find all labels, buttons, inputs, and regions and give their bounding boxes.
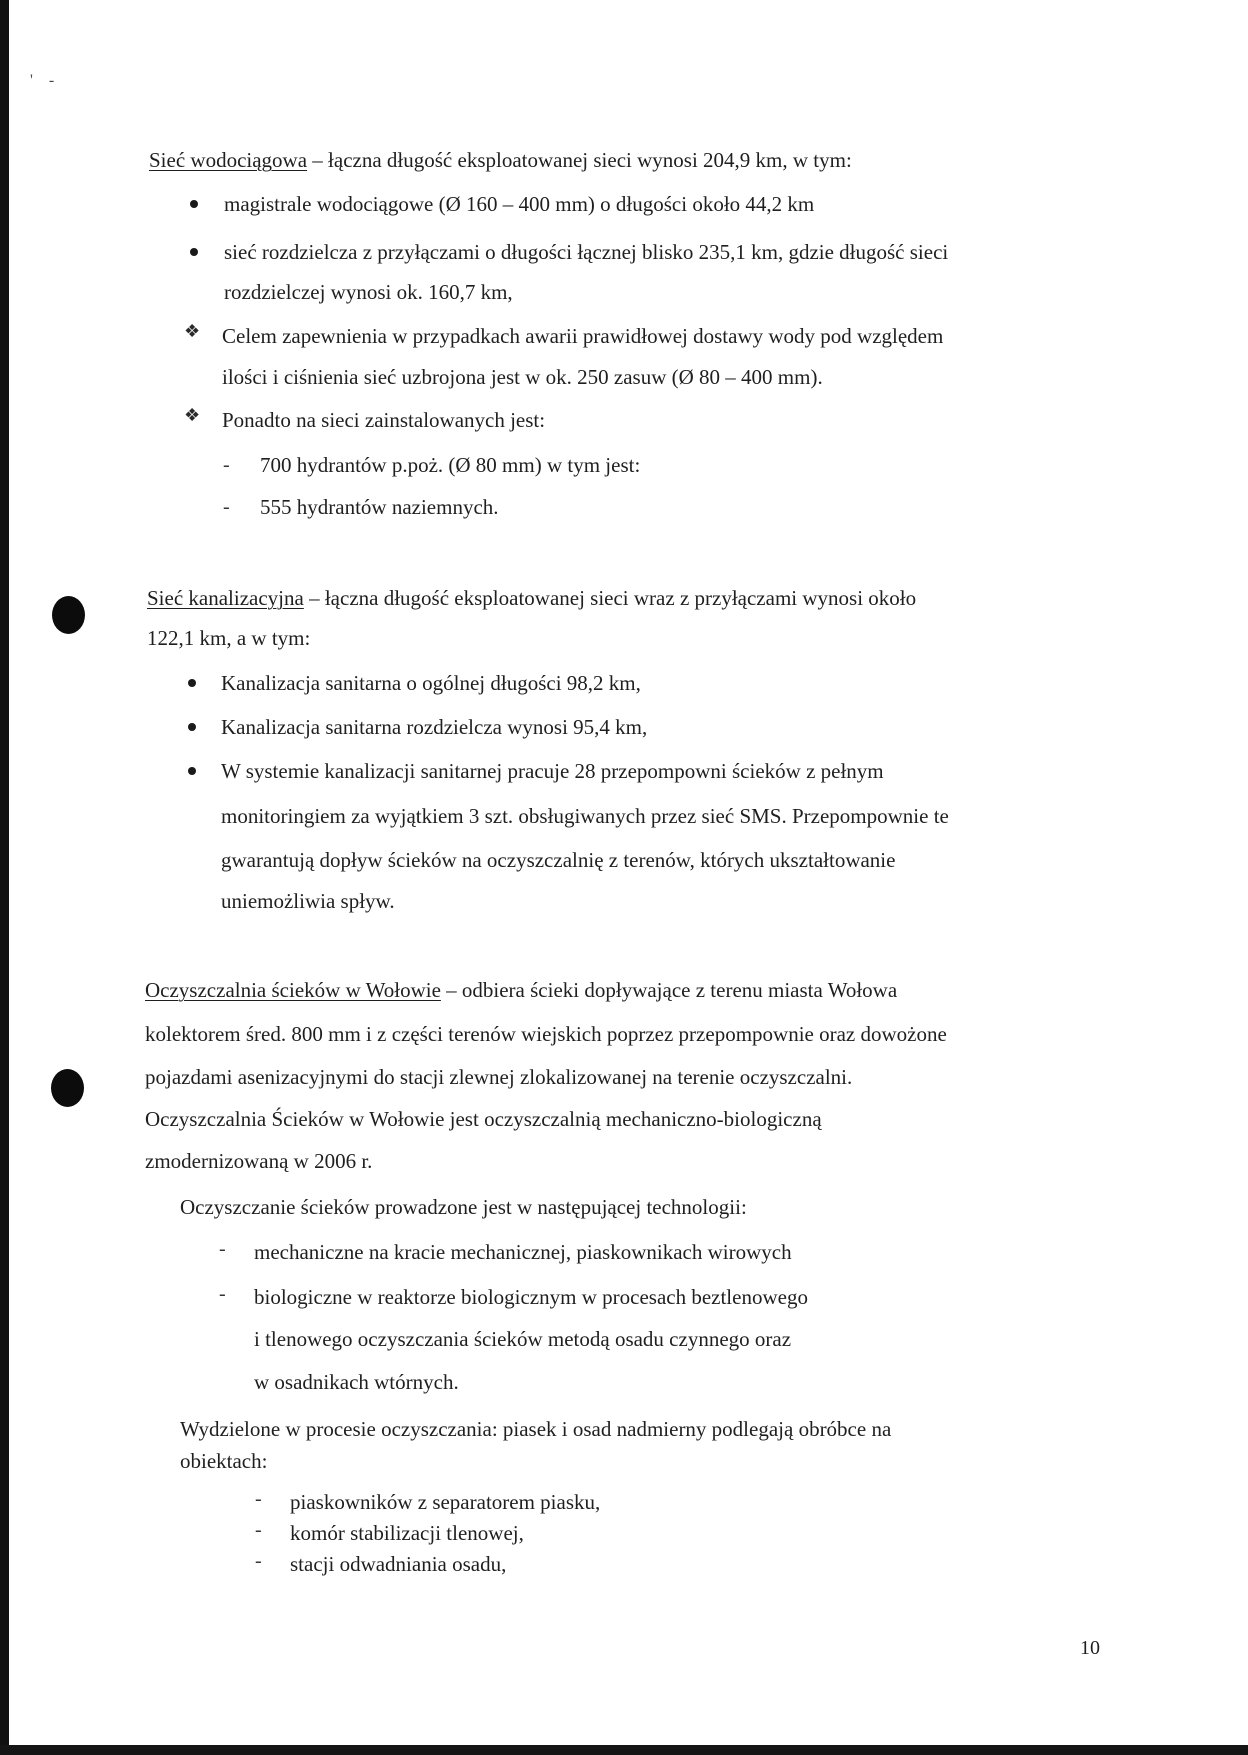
dash-marker: -	[219, 1238, 226, 1260]
sewer-bullet: W systemie kanalizacji sanitarnej pracuje 28 przepompowni ścieków z pełnym	[221, 759, 884, 783]
sewer-bullet-continuation: uniemożliwia spływ.	[221, 889, 395, 913]
plant-heading: Oczyszczalnia ścieków w Wołowie	[145, 978, 441, 1002]
diamond-bullet-icon: ❖	[184, 405, 201, 425]
waste-item: stacji odwadniania osadu,	[290, 1552, 507, 1576]
sewer-bullet-continuation: monitoringiem za wyjątkiem 3 szt. obsługiwanych przez sieć SMS. Przepompownie te	[221, 804, 949, 828]
plant-paragraph-line: kolektorem śred. 800 mm i z części terenów wiejskich poprzez przepompownie oraz dowożone	[145, 1022, 947, 1046]
bullet-dot	[188, 723, 196, 731]
plant-paragraph-line: zmodernizowaną w 2006 r.	[145, 1149, 373, 1173]
waste-intro-continuation: obiektach:	[180, 1449, 268, 1473]
dash-marker: -	[219, 1283, 226, 1305]
sewer-bullet: Kanalizacja sanitarna o ogólnej długości 98,2 km,	[221, 671, 641, 695]
page-number: 10	[1080, 1637, 1100, 1659]
water-bullet: sieć rozdzielcza z przyłączami o długości łącznej blisko 235,1 km, gdzie długość sieci	[224, 240, 949, 264]
punch-hole	[51, 1069, 84, 1107]
sewer-heading-line	[147, 588, 916, 609]
tech-item-continuation: w osadnikach wtórnych.	[254, 1370, 459, 1394]
sewer-bullet-continuation: gwarantują dopływ ścieków na oczyszczalnię z terenów, których ukształtowanie	[221, 848, 896, 872]
tech-item: mechaniczne na kracie mechanicznej, piaskownikach wirowych	[254, 1240, 792, 1264]
waste-item: piaskowników z separatorem piasku,	[290, 1490, 601, 1514]
tech-intro: Oczyszczanie ścieków prowadzone jest w następującej technologii:	[180, 1195, 747, 1219]
dash-marker: -	[223, 496, 230, 518]
water-dash-item: 555 hydrantów naziemnych.	[260, 495, 499, 519]
waste-item: komór stabilizacji tlenowej,	[290, 1521, 524, 1545]
dash-marker: -	[255, 1550, 262, 1572]
scan-edge-left	[0, 0, 9, 1755]
water-bullet: magistrale wodociągowe (Ø 160 – 400 mm) o długości około 44,2 km	[224, 192, 815, 216]
sewer-intro: – łączna długość eksploatowanej sieci wraz z przyłączami wynosi około	[303, 586, 917, 610]
water-bullet-continuation: rozdzielczej wynosi ok. 160,7 km,	[224, 280, 513, 304]
sewer-heading: Sieć kanalizacyjna	[147, 586, 304, 610]
punch-hole	[52, 596, 85, 634]
water-note: Celem zapewnienia w przypadkach awarii prawidłowej dostawy wody pod względem	[222, 324, 944, 348]
water-note-continuation: ilości i ciśnienia sieć uzbrojona jest w ok. 250 zasuw (Ø 80 – 400 mm).	[222, 365, 823, 389]
bullet-dot	[188, 679, 196, 687]
tech-item: biologiczne w reaktorze biologicznym w procesach beztlenowego	[254, 1285, 808, 1309]
scan-edge-bottom	[0, 1745, 1248, 1755]
plant-heading-line	[145, 980, 897, 1001]
plant-intro: – odbiera ścieki dopływające z terenu miasta Wołowa	[440, 978, 898, 1002]
bullet-dot	[188, 767, 196, 775]
diamond-bullet-icon: ❖	[184, 321, 201, 341]
water-intro: – łączna długość eksploatowanej sieci wynosi 204,9 km, w tym:	[307, 148, 852, 172]
water-heading: Sieć wodociągowa	[149, 148, 308, 172]
dash-marker: -	[223, 454, 230, 476]
water-note: Ponadto na sieci zainstalowanych jest:	[222, 408, 546, 432]
scan-marks: ' -	[30, 72, 61, 89]
plant-paragraph-line: pojazdami asenizacyjnymi do stacji zlewnej zlokalizowanej na terenie oczyszczalni.	[145, 1065, 853, 1089]
dash-marker: -	[255, 1488, 262, 1510]
bullet-dot	[190, 200, 198, 208]
plant-paragraph-line: Oczyszczalnia Ścieków w Wołowie jest oczyszczalnią mechaniczno-biologiczną	[145, 1107, 822, 1131]
dash-marker: -	[255, 1519, 262, 1541]
water-dash-item: 700 hydrantów p.poż. (Ø 80 mm) w tym jest:	[260, 453, 641, 477]
water-heading-line	[149, 150, 852, 171]
sewer-bullet: Kanalizacja sanitarna rozdzielcza wynosi 95,4 km,	[221, 715, 648, 739]
sewer-intro-continuation: 122,1 km, a w tym:	[147, 626, 311, 650]
bullet-dot	[190, 248, 198, 256]
tech-item-continuation: i tlenowego oczyszczania ścieków metodą osadu czynnego oraz	[254, 1327, 792, 1351]
waste-intro: Wydzielone w procesie oczyszczania: piasek i osad nadmierny podlegają obróbce na	[180, 1417, 892, 1441]
